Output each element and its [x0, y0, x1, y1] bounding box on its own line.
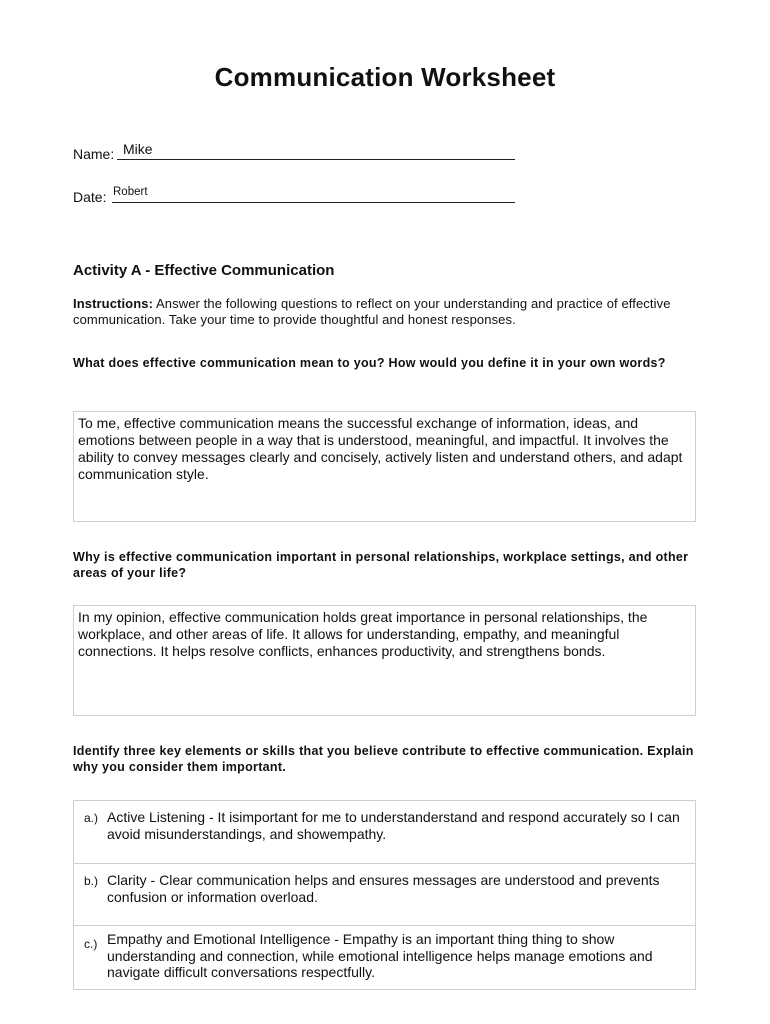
- activity-heading: Activity A - Effective Communication: [73, 262, 335, 279]
- name-input[interactable]: Mike: [123, 141, 153, 157]
- instructions: [73, 296, 703, 328]
- list-item[interactable]: [74, 864, 695, 926]
- name-field-row: [73, 140, 518, 162]
- list-item[interactable]: [74, 801, 695, 864]
- list-item-text: Clarity - Clear communication helps and ensures messages are understood and prevents confusion or information overload.: [107, 872, 660, 905]
- list-item-text: Empathy and Emotional Intelligence - Empathy is an important thing thing to show understanding and connection, while emotional intelligence helps manage emotions and navigate difficult conversations respectfully.: [107, 931, 653, 980]
- list-item-text: Active Listening - It isimportant for me to understanderstand and respond accurately so I can avoid misunderstandings, and showempathy.: [107, 809, 680, 842]
- date-input[interactable]: Robert: [113, 186, 148, 198]
- answer-2-box[interactable]: [73, 605, 696, 716]
- name-label: Name:: [73, 146, 115, 162]
- instructions-lead: Instructions:: [73, 296, 154, 311]
- list-item[interactable]: [74, 926, 695, 989]
- answer-2-text: In my opinion, effective communication holds great importance in personal relationships, the workplace, and other areas of life. It allows for understanding, empathy, and meaningful connections. It helps resolve conflicts, enhances productivity, and strengthens bonds.: [78, 609, 648, 659]
- date-underline: [112, 202, 515, 203]
- list-item-marker: a.): [84, 811, 99, 825]
- date-field-row: [73, 183, 518, 205]
- question-1: What does effective communication mean to you? How would you define it in your own words?: [73, 356, 666, 370]
- list-item-marker: c.): [84, 937, 98, 951]
- answer-1-text: To me, effective communication means the successful exchange of information, ideas, and emotions between people in a way that is understood, meaningful, and impactful. It involves the ability to convey messages clearly and concisely, actively listen and understand others, and adapt communication style.: [78, 415, 683, 482]
- page-title: Communication Worksheet: [214, 62, 556, 92]
- list-item-marker: b.): [84, 874, 99, 888]
- name-underline: [117, 159, 515, 160]
- elements-list: [73, 800, 696, 990]
- question-2: Why is effective communication important in personal relationships, workplace settings, and other areas of your life?: [73, 550, 689, 580]
- question-3: Identify three key elements or skills that you believe contribute to effective communication. Explain why you consider them important.: [73, 744, 694, 774]
- instructions-text: Answer the following questions to reflect on your understanding and practice of effective communication. Take your time to provide thoughtful and honest responses.: [73, 296, 671, 327]
- answer-1-box[interactable]: [73, 411, 696, 522]
- date-label: Date:: [73, 189, 107, 205]
